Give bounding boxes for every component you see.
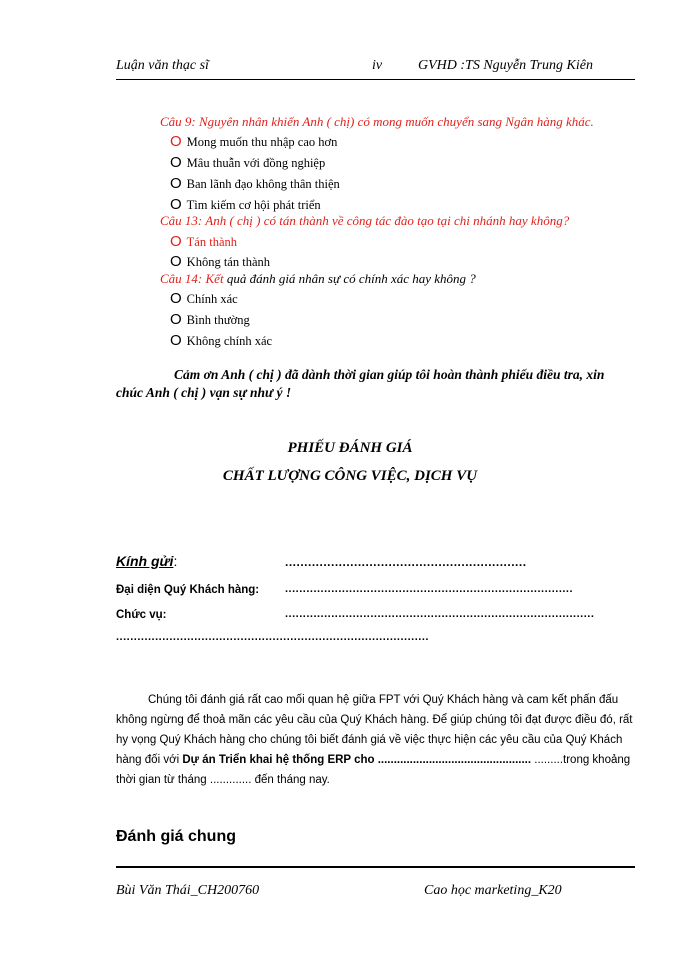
option-label: Mâu thuẫn với đồng nghiệp [186,156,326,170]
radio-circle-icon[interactable]: O [170,154,182,171]
radio-circle-icon[interactable]: O [170,175,182,192]
question-14-option-2[interactable] [170,311,250,328]
footer-program: Cao học marketing_K20 [424,883,562,898]
chuc-vu-field[interactable]: ....................................................................................... [285,608,595,620]
radio-circle-icon[interactable]: O [170,253,182,270]
footer-author: Bùi Văn Thái_CH200760 [116,883,260,898]
radio-circle-icon[interactable]: O [170,290,182,307]
kinh-gui-field[interactable]: ............................................................... [285,555,527,569]
form-title-line-2: CHẤT LƯỢNG CÔNG VIỆC, DỊCH VỤ [222,468,478,484]
project-name: Dự án Triển khai hệ thống ERP cho ................................................ [182,754,532,766]
radio-circle-icon[interactable]: O [170,311,182,328]
option-label: Mong muốn thu nhập cao hơn [186,135,338,149]
thanks-line-2: chúc Anh ( chị ) vạn sự như ý ! [116,385,292,400]
footer-rule [116,866,635,868]
kinh-gui-label: Kính gửi: [116,553,178,569]
thanks-line-1: Cảm ơn Anh ( chị ) đã dành thời gian giúp tôi hoàn thành phiếu điều tra, xin [174,367,605,382]
header-rule [116,79,635,80]
radio-circle-icon[interactable]: O [170,233,182,250]
thanks-note [116,366,626,402]
question-9-text: Câu 9: Nguyên nhân khiến Anh ( chị) có mong muốn chuyển sang Ngân hàng khác. [160,114,594,129]
header-advisor: GVHD :TS Nguyễn Trung Kiên [418,58,593,73]
option-label: Chính xác [186,292,238,306]
question-14-text [160,271,476,287]
intro-paragraph: Chúng tôi đánh giá rất cao mối quan hệ giữa FPT với Quý Khách hàng và cam kết phấn đấu không ngừng để thoả mãn các yêu cầu của Quý Khách hàng. Để giúp chúng tôi đạt được điều đó, rất hy vọng Quý Khách hàng cho chúng tôi biết đánh giá về việc thực hiện các yêu cầu của Quý Khách hàng đối với Dự án Triển khai hệ thống ERP cho ................................................ .........trong khoảng thời gian từ tháng ............. đến tháng nay. [116,694,633,786]
option-label: Không chính xác [186,334,273,348]
section-heading: Đánh giá chung [116,828,236,845]
chuc-vu-label: Chức vụ: [116,609,167,621]
question-14-option-1[interactable] [170,290,238,307]
question-14-option-3[interactable] [170,332,272,349]
extra-line-field[interactable]: ........................................................................................ [116,631,429,643]
option-label: Ban lãnh đạo không thân thiện [186,177,340,191]
option-label: Không tán thành [186,255,270,269]
question-13-option-1[interactable] [170,233,237,250]
radio-circle-icon[interactable]: O [170,133,182,150]
option-label: Tán thành [186,235,238,249]
dai-dien-field[interactable]: ................................................................................. [285,583,574,595]
question-9-option-1[interactable] [170,133,337,150]
question-14-prefix: Câu 14: Kết [160,271,224,286]
dai-dien-label: Đại diện Quý Khách hàng: [116,584,260,596]
form-title-line-1: PHIẾU ĐÁNH GIÁ [287,440,413,456]
question-9-option-4[interactable] [170,196,321,213]
option-label: Tìm kiếm cơ hội phát triển [186,198,321,212]
question-13-text: Câu 13: Anh ( chị ) có tán thành về công tác đào tạo tại chi nhánh hay không? [160,213,570,228]
question-9-option-3[interactable] [170,175,340,192]
question-13-option-2[interactable] [170,253,270,270]
radio-circle-icon[interactable]: O [170,332,182,349]
question-14-rest: quả đánh giá nhân sự có chính xác hay không ? [223,271,476,286]
page-header [116,58,635,78]
question-9-option-2[interactable] [170,154,325,171]
radio-circle-icon[interactable]: O [170,196,182,213]
header-thesis-label: Luận văn thạc sĩ [116,58,209,73]
header-page-number: iv [372,58,383,73]
option-label: Bình thường [186,313,250,327]
